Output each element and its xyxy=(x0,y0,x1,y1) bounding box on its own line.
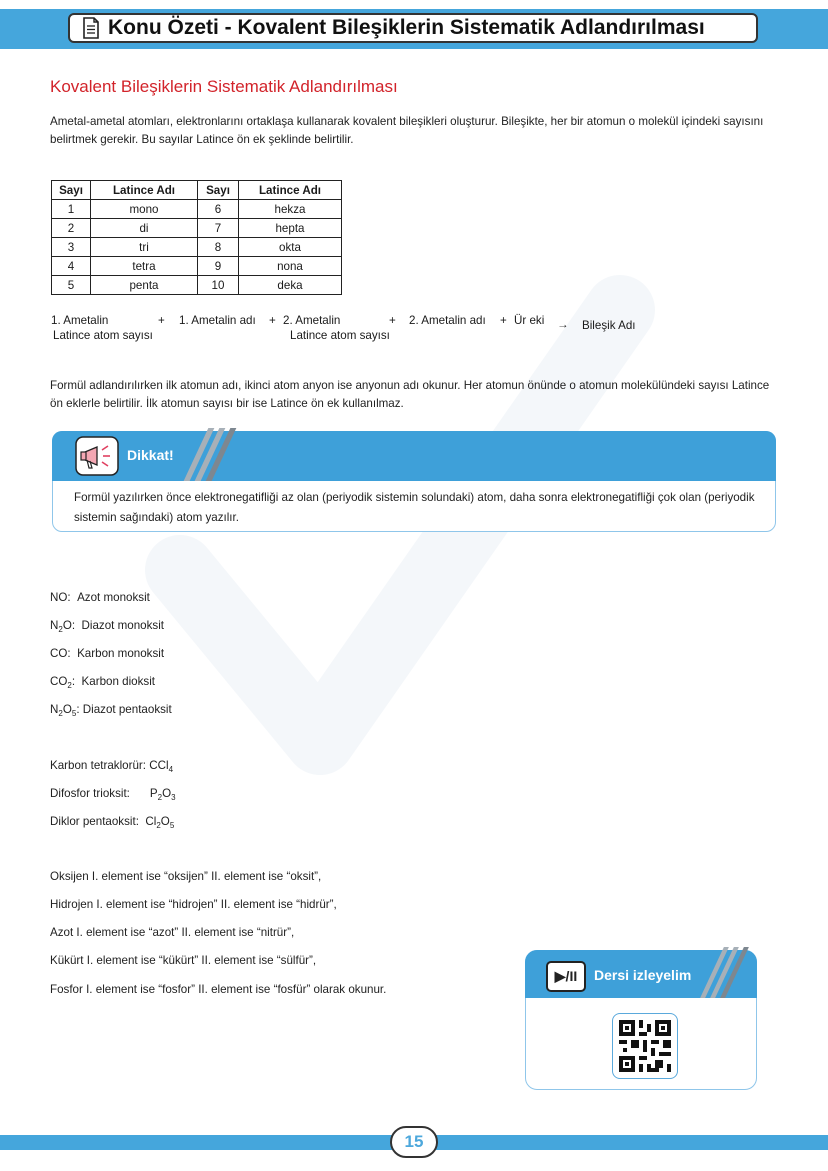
table-cell: 7 xyxy=(198,219,239,238)
subscript: 2 xyxy=(58,709,63,718)
table-cell: deka xyxy=(239,276,342,295)
page-number: 15 xyxy=(390,1126,438,1158)
table-row xyxy=(52,200,342,219)
table-row xyxy=(52,276,342,295)
formula-term-5: Ür eki xyxy=(514,314,545,327)
element-rule: Kükürt I. element ise “kükürt” II. element ise “sülfür”, xyxy=(50,954,317,967)
formula-part: P xyxy=(149,787,158,800)
table-cell: nona xyxy=(239,257,342,276)
subscript: 4 xyxy=(168,765,174,774)
table-cell: 5 xyxy=(52,276,91,295)
table-header-row xyxy=(52,181,342,200)
formula-part: CCl xyxy=(149,759,169,772)
qr-code-icon[interactable] xyxy=(619,1020,671,1072)
table-cell: di xyxy=(91,219,198,238)
table-header-cell: Sayı xyxy=(52,181,91,200)
table-row xyxy=(52,219,342,238)
intro-paragraph: Ametal-ametal atomları, elektronlarını ortaklaşa kullanarak kovalent bileşikleri oluşturur. Bileşikte, her bir atomun o molekül içindeki sayısını belirtmek gerekir. Bu sayılar Latince ön ek şeklinde belirtilir. xyxy=(50,115,764,146)
watermark-logo xyxy=(120,270,680,830)
header-title-box xyxy=(68,13,758,43)
formula-term-2: 1. Ametalin adı xyxy=(179,314,256,327)
formula-term-4: 2. Ametalin adı xyxy=(409,314,486,327)
compound-name: Diklor pentaoksit: xyxy=(50,815,139,828)
example-n2o xyxy=(50,619,164,634)
example-co xyxy=(50,647,164,660)
formula-part: : xyxy=(76,703,80,716)
table-header-cell: Latince Adı xyxy=(239,181,342,200)
video-label: Dersi izleyelim xyxy=(594,967,692,983)
formula-plus: + xyxy=(500,314,507,327)
table-row xyxy=(52,257,342,276)
compound-name: Diazot monoksit xyxy=(81,619,165,632)
formula-part: O xyxy=(162,787,172,800)
table-cell: 1 xyxy=(52,200,91,219)
table-cell: penta xyxy=(91,276,198,295)
formula: NO: xyxy=(50,591,71,604)
formula-result: Bileşik Adı xyxy=(582,319,636,332)
table-cell: hekza xyxy=(239,200,342,219)
table-cell: 8 xyxy=(198,238,239,257)
subscript: 3 xyxy=(171,793,176,802)
formula-part: N xyxy=(50,619,59,632)
dikkat-text: Formül yazılırken önce elektronegatifliği az olan (periyodik sistemin solundaki) atom, daha sonra elektronegatifliği çok olan (periyodik sistemin sağındaki) atom yazılır. xyxy=(74,491,755,524)
table-cell: mono xyxy=(91,200,198,219)
play-pause-icon: ▶/II xyxy=(554,968,578,984)
formula-part: O xyxy=(62,703,72,716)
compound-name: Difosfor trioksit: xyxy=(50,787,130,800)
table-cell: 9 xyxy=(198,257,239,276)
table-header-cell: Latince Adı xyxy=(91,181,198,200)
subscript: 2 xyxy=(157,793,163,802)
compound-name: Karbon tetraklorür: xyxy=(50,759,147,772)
rule-paragraph: Formül adlandırılırken ilk atomun adı, ikinci atom anyon ise anyonun adı okunur. Her atomun önünde o atomun molekülündeki sayısı Latince ön eklerle belirtilir. İlk atomun sayısı bir ise Latince ön ek kullanılmaz. xyxy=(50,379,770,410)
dikkat-label: Dikkat! xyxy=(127,447,174,463)
table-cell: tetra xyxy=(91,257,198,276)
formula-term-1: 1. Ametalin xyxy=(51,314,109,327)
element-rule: Hidrojen I. element ise “hidrojen” II. element ise “hidrür”, xyxy=(50,898,337,911)
subscript: 2 xyxy=(156,821,161,830)
page-title: Konu Özeti - Kovalent Bileşiklerin Sistematik Adlandırılması xyxy=(108,16,705,39)
example-n2o5 xyxy=(50,703,172,718)
table-cell: 3 xyxy=(52,238,91,257)
table-header-cell: Sayı xyxy=(198,181,239,200)
table-cell: 4 xyxy=(52,257,91,276)
formula-plus: + xyxy=(158,314,165,327)
element-rule: Oksijen I. element ise “oksijen” II. element ise “oksit”, xyxy=(50,870,322,883)
element-rule: Azot I. element ise “azot” II. element ise “nitrür”, xyxy=(50,926,295,939)
subscript: 5 xyxy=(71,709,77,718)
document-icon xyxy=(82,17,100,39)
example-no xyxy=(50,591,150,604)
compound-name: Diazot pentaoksit xyxy=(82,703,172,716)
formula-part: O xyxy=(160,815,170,828)
formula-term-3: 2. Ametalin xyxy=(283,314,341,327)
element-rule: Fosfor I. element ise “fosfor” II. element ise “fosfür” olarak okunur. xyxy=(50,983,387,996)
formula-term-1-sub: Latince atom sayısı xyxy=(53,329,153,342)
formula-part: O: xyxy=(62,619,76,632)
table-cell: okta xyxy=(239,238,342,257)
formula-part: N xyxy=(50,703,59,716)
formula-part: Cl xyxy=(145,815,157,828)
formula-part: : xyxy=(71,675,76,688)
formula-plus: + xyxy=(389,314,396,327)
formula: CO: xyxy=(50,647,71,660)
compound-name: Azot monoksit xyxy=(77,591,150,604)
table-cell: tri xyxy=(91,238,198,257)
example-co2 xyxy=(50,675,155,690)
table-cell: 2 xyxy=(52,219,91,238)
reverse-cl2o5 xyxy=(50,815,174,830)
formula-plus: + xyxy=(269,314,276,327)
subscript: 2 xyxy=(67,681,72,690)
subscript: 2 xyxy=(58,625,63,634)
formula-part: CO xyxy=(50,675,68,688)
reverse-ccl4 xyxy=(50,759,173,774)
table-cell: hepta xyxy=(239,219,342,238)
subscript: 5 xyxy=(169,821,175,830)
reverse-p2o3 xyxy=(50,787,176,802)
formula-term-3-sub: Latince atom sayısı xyxy=(290,329,390,342)
table-cell: 10 xyxy=(198,276,239,295)
compound-name: Karbon monoksit xyxy=(77,647,165,660)
table-row xyxy=(52,238,342,257)
latin-prefix-table xyxy=(51,180,342,295)
table-cell: 6 xyxy=(198,200,239,219)
formula-arrow: → xyxy=(557,318,569,331)
play-pause-button[interactable] xyxy=(546,961,586,992)
compound-name: Karbon dioksit xyxy=(81,675,155,688)
megaphone-icon xyxy=(75,436,119,476)
section-title: Kovalent Bileşiklerin Sistematik Adlandırılması xyxy=(50,77,398,96)
